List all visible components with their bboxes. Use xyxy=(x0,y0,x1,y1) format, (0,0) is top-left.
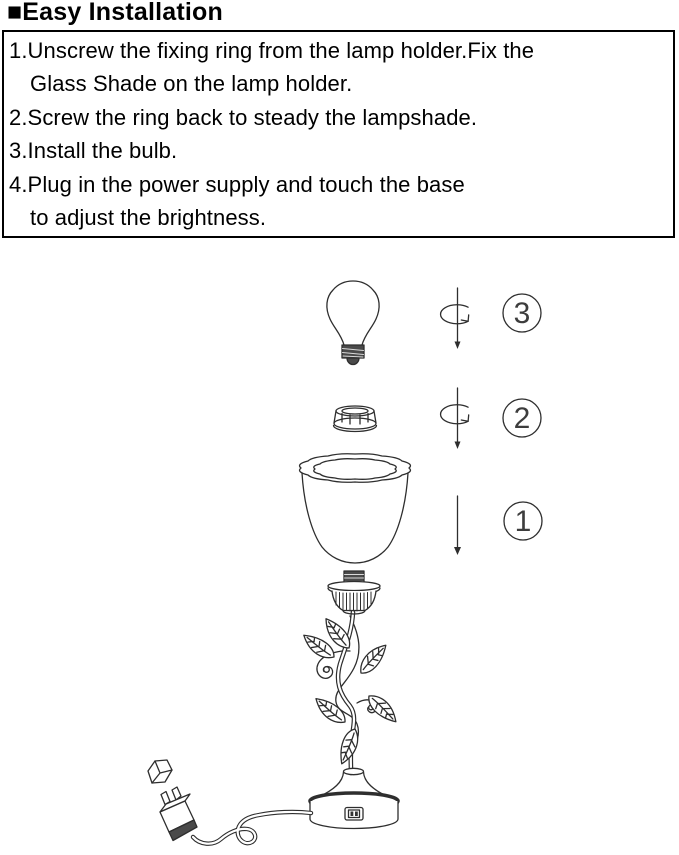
instruction-line: 4.Plug in the power supply and touch the base xyxy=(9,171,465,197)
step-number-3: 3 xyxy=(513,297,531,330)
down-arrow-step1 xyxy=(454,496,461,555)
instruction-line: 3.Install the bulb. xyxy=(9,138,178,164)
rotation-arrow-step2 xyxy=(441,388,469,449)
instruction-line: 1.Unscrew the fixing ring from the lamp holder.Fix the xyxy=(9,38,535,63)
vine-stem-icon xyxy=(300,612,400,773)
lamp-holder-icon xyxy=(328,571,380,614)
instruction-line: 2.Screw the ring back to steady the lampshade. xyxy=(9,104,478,130)
usb-port-icon xyxy=(345,808,363,821)
step-badge-3 xyxy=(503,294,541,332)
step-badges xyxy=(503,294,542,540)
power-plug-icon xyxy=(160,787,197,841)
light-bulb-icon xyxy=(327,281,379,365)
rotation-arrow-step3 xyxy=(441,288,469,349)
power-cord-icon xyxy=(193,812,311,844)
glass-shade-icon xyxy=(300,454,411,563)
instruction-line: Glass Shade on the lamp holder. xyxy=(30,71,353,97)
step-badge-1 xyxy=(504,502,542,540)
plug-cover-icon xyxy=(148,760,172,783)
step-number-1: 1 xyxy=(514,505,532,538)
step-badge-2 xyxy=(503,399,541,437)
instruction-line: to adjust the brightness. xyxy=(30,205,267,231)
lamp-base-icon xyxy=(310,768,398,828)
step-number-2: 2 xyxy=(513,402,531,435)
page-title: ■Easy Installation xyxy=(7,0,223,26)
fixing-ring-icon xyxy=(334,406,377,431)
